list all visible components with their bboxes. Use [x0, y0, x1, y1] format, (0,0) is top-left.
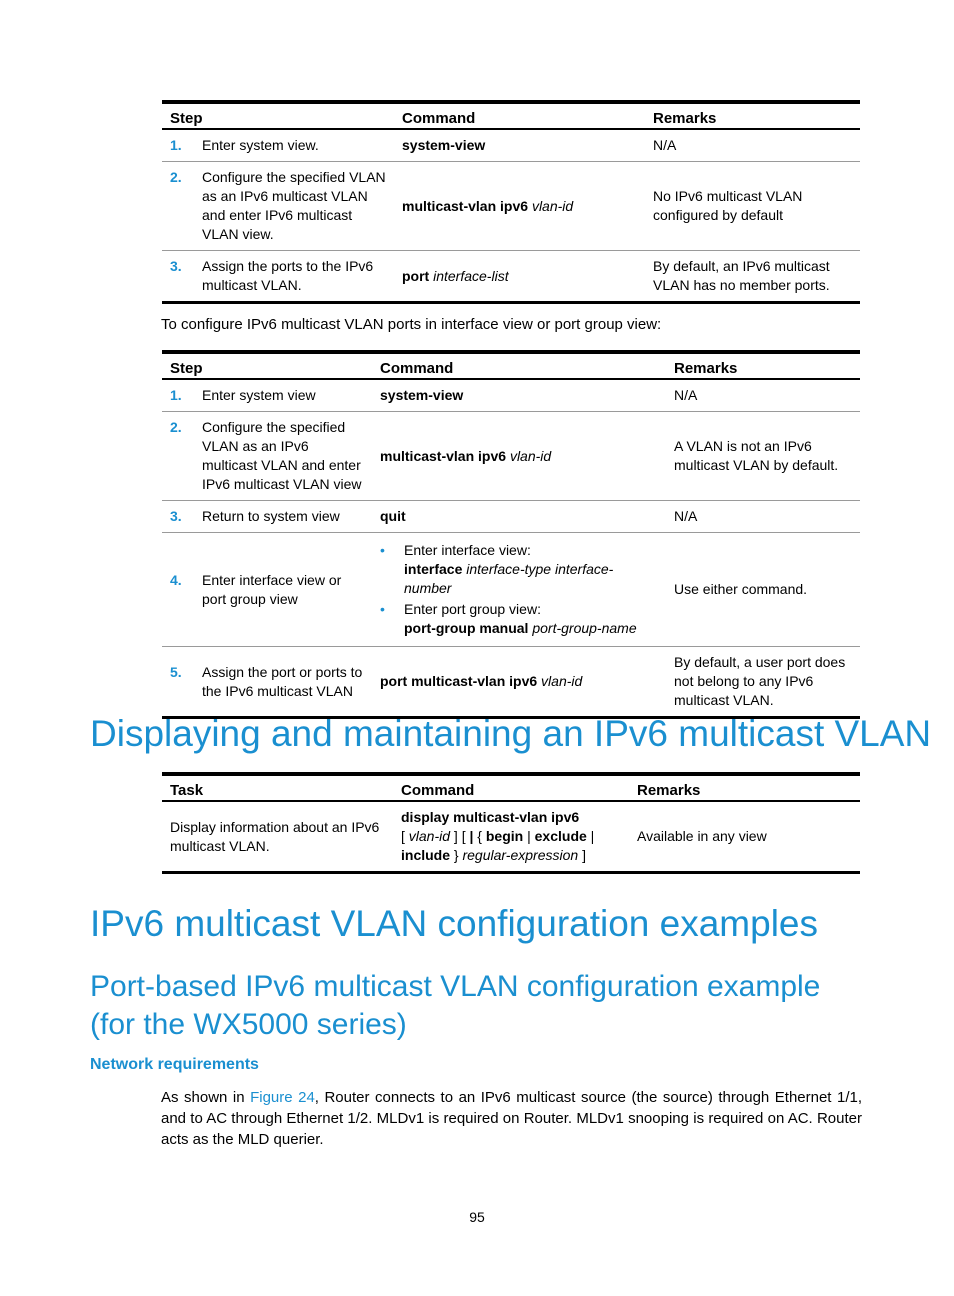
remarks-cell: Use either command. — [666, 533, 860, 647]
bullet-icon: • — [380, 601, 385, 617]
remarks-cell: By default, an IPv6 multicast VLAN has no member ports. — [645, 251, 860, 303]
header-step: Step — [162, 102, 394, 129]
command-argument: vlan-id — [541, 673, 583, 689]
section-heading-examples: IPv6 multicast VLAN configuration examples — [90, 903, 819, 944]
remarks-cell: By default, a user port does not belong to any IPv6 multicast VLAN. — [666, 647, 860, 718]
step-number: 1. — [170, 387, 182, 403]
step-text: Return to system view — [202, 508, 340, 524]
remarks-cell: N/A — [666, 379, 860, 412]
step-number: 3. — [170, 258, 182, 274]
command-argument: vlan-id — [509, 447, 552, 464]
network-requirements-heading: Network requirements — [90, 1056, 259, 1073]
command-options-list — [380, 541, 658, 638]
command-argument: port-group-name — [532, 620, 637, 636]
figure-link[interactable]: Figure 24 — [250, 1089, 315, 1106]
command-keyword: port — [402, 267, 430, 284]
header-command: Command — [393, 774, 629, 801]
step-text: Enter system view. — [202, 137, 319, 153]
bullet-icon: • — [380, 542, 385, 558]
step-text: Configure the specified VLAN as an IPv6 multicast VLAN and enter IPv6 multicast VLAN view. — [202, 169, 386, 242]
step-text: Enter interface view or port group view — [202, 571, 342, 607]
table-row — [162, 533, 860, 647]
table-row — [162, 647, 860, 718]
page-number: 95 — [469, 1209, 485, 1225]
header-task: Task — [162, 774, 393, 801]
command-keyword: system-view — [402, 137, 486, 153]
remarks-cell: No IPv6 multicast VLAN configured by default — [645, 162, 860, 251]
header-remarks: Remarks — [629, 774, 860, 801]
command-cell: display multicast-vlan ipv6 [ vlan-id ] [ | { begin | exclude | include } regular-expression ] — [393, 801, 629, 873]
table-row — [162, 801, 860, 873]
command-argument: interface-type interface-number — [404, 561, 614, 596]
command-keyword: system-view — [380, 387, 464, 403]
header-step: Step — [162, 352, 372, 379]
step-text: Assign the ports to the IPv6 multicast VLAN. — [202, 258, 374, 293]
table-row — [162, 379, 860, 412]
command-argument: interface-list — [433, 267, 509, 284]
remarks-cell: N/A — [645, 129, 860, 162]
command-keyword: multicast-vlan ipv6 — [380, 447, 507, 464]
header-remarks: Remarks — [666, 352, 860, 379]
section-heading-display: Displaying and maintaining an IPv6 multicast VLAN — [90, 713, 932, 754]
command-argument: vlan-id — [531, 197, 574, 214]
table-row — [162, 251, 860, 303]
header-command: Command — [372, 352, 666, 379]
table-row — [162, 129, 860, 162]
remarks-cell: N/A — [666, 501, 860, 533]
step-table-vlan-view — [162, 100, 860, 304]
remarks-cell: Available in any view — [629, 801, 860, 873]
command-keyword: interface — [404, 561, 463, 577]
task-cell: Display information about an IPv6 multicast VLAN. — [162, 801, 393, 873]
subsection-heading-port-based: Port-based IPv6 multicast VLAN configuration example (for the WX5000 series) — [90, 970, 821, 1041]
step-number: 1. — [170, 137, 182, 153]
header-remarks: Remarks — [645, 102, 860, 129]
step-number: 5. — [170, 663, 182, 680]
step-text: Enter system view — [202, 387, 316, 403]
step-number: 2. — [170, 169, 182, 185]
list-item: • Enter port group view: port-group manual port-group-name — [380, 601, 637, 636]
table-row — [162, 501, 860, 533]
intro-text: To configure IPv6 multicast VLAN ports in interface view or port group view: — [161, 316, 662, 333]
command-keyword: quit — [380, 508, 406, 524]
table-row — [162, 412, 860, 501]
step-table-interface-view — [162, 350, 860, 719]
table-row — [162, 162, 860, 251]
network-requirements-paragraph: As shown in Figure 24, Router connects to an IPv6 multicast source (the source) through Ethernet 1/1, and to AC through Ethernet 1/2. MLDv1 is required on Router. MLDv1 snooping is required on AC. Router acts as the MLD querier. — [161, 1089, 863, 1148]
step-number: 4. — [170, 571, 182, 588]
command-keyword: port multicast-vlan ipv6 — [380, 673, 538, 689]
remarks-cell: A VLAN is not an IPv6 multicast VLAN by default. — [666, 412, 860, 501]
step-text: Configure the specified VLAN as an IPv6 multicast VLAN and enter IPv6 multicast VLAN view — [202, 419, 362, 492]
header-command: Command — [394, 102, 645, 129]
command-keyword: multicast-vlan ipv6 — [402, 197, 529, 214]
list-item: • Enter interface view: interface interface-type interface-number — [380, 542, 614, 596]
task-table — [162, 772, 860, 874]
step-number: 3. — [170, 508, 182, 524]
step-number: 2. — [170, 419, 182, 435]
command-keyword: port-group manual — [404, 620, 529, 636]
step-text: Assign the port or ports to the IPv6 multicast VLAN — [202, 663, 363, 699]
